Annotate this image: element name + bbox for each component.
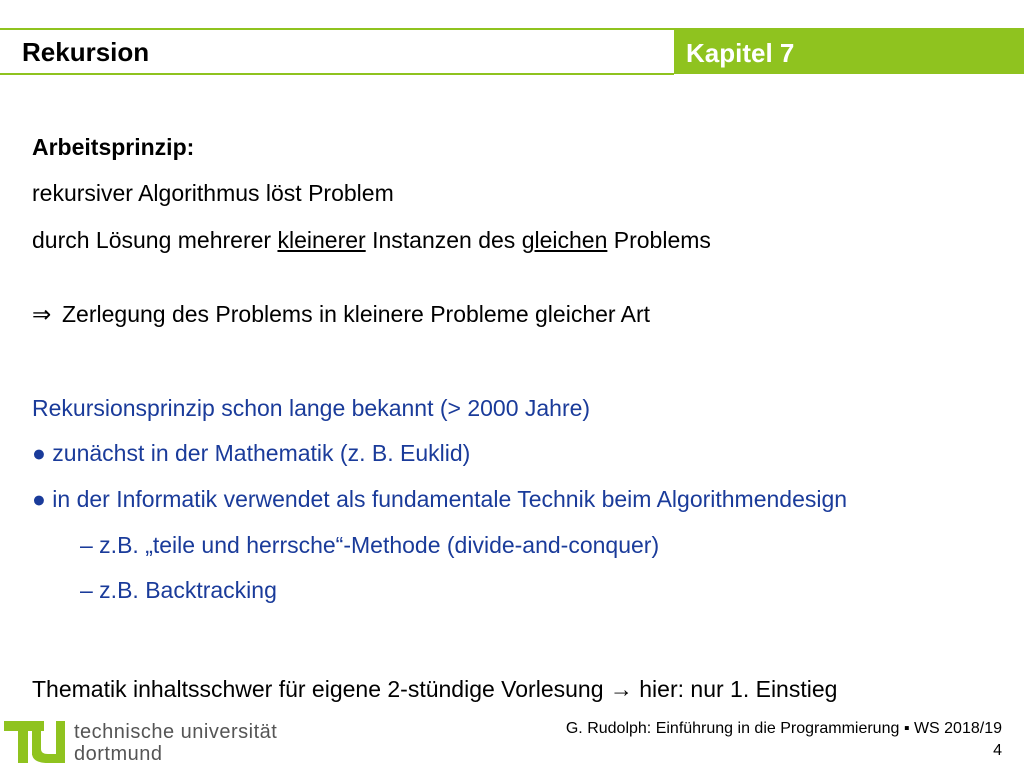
text-line-2-b: Instanzen des <box>365 227 522 253</box>
implies-icon: ⇒ <box>32 301 52 327</box>
tu-logo-icon <box>4 715 68 767</box>
text-line-2-c: Problems <box>607 227 711 253</box>
underlined-gleichen: gleichen <box>521 227 608 253</box>
slide-title: Rekursion <box>22 37 150 67</box>
chapter-badge <box>674 30 1024 74</box>
header-bottom-rule <box>0 73 674 75</box>
chapter-label: Kapitel 7 <box>686 38 795 68</box>
blue-intro: Rekursionsprinzip schon lange bekannt (> 2000 Jahre) <box>32 395 591 421</box>
text-line-2-a: durch Lösung mehrerer <box>32 227 278 253</box>
university-name <box>74 721 277 765</box>
text-line-2 <box>32 225 711 255</box>
sub-bullet-2: – z.B. Backtracking <box>80 577 277 603</box>
university-line-2: dortmund <box>74 743 163 765</box>
university-line-1: technische universität <box>74 721 278 743</box>
implication-line <box>32 299 650 329</box>
text-line-1: rekursiver Algorithmus löst Problem <box>32 180 394 206</box>
conclusion-line: Thematik inhaltsschwer für eigene 2-stündige Vorlesung → hier: nur 1. Einstieg <box>32 676 838 702</box>
page-number: 4 <box>993 742 1002 759</box>
footer-course: G. Rudolph: Einführung in die Programmierung ▪ WS 2018/19 <box>565 720 1002 737</box>
bullet-1: ● zunächst in der Mathematik (z. B. Euklid) <box>32 440 471 466</box>
implication-text: Zerlegung des Problems in kleinere Probleme gleicher Art <box>62 301 651 327</box>
sub-bullet-1: – z.B. „teile und herrsche“-Methode (divide-and-conquer) <box>80 532 660 558</box>
underlined-kleinerer: kleinerer <box>277 227 366 253</box>
bullet-2: ● in der Informatik verwendet als fundamentale Technik beim Algorithmendesign <box>32 486 848 512</box>
section-heading: Arbeitsprinzip: <box>32 134 195 160</box>
